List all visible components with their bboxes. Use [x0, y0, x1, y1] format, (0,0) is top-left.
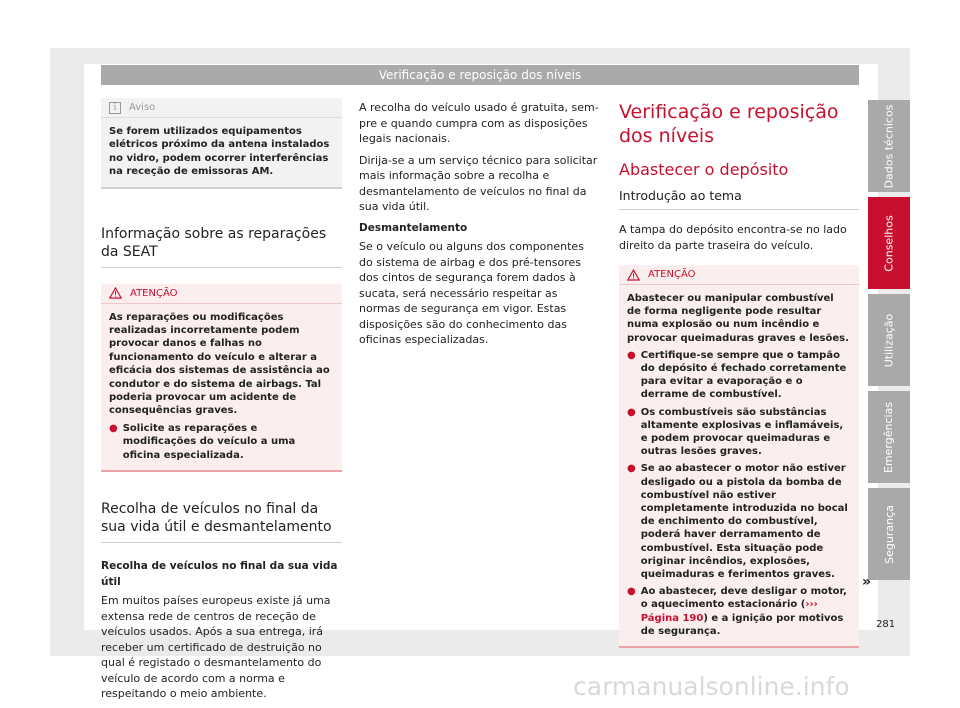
aviso-text: Se forem utilizados equipamentos elétricos próximo da antena instalados no vidro, podem ocorrer interferências na receção de emissoras AM.: [109, 126, 330, 178]
list-item: ● Certifique-se sempre que o tampão do depósito é fechado corretamente para evitar a evaporação e o derrame de combustível.: [627, 349, 847, 401]
bullet-icon: ●: [627, 406, 636, 418]
bullet-icon: ●: [627, 463, 636, 475]
subhead-dismantle: Desmantelamento: [359, 221, 468, 234]
paragraph: Dirija-se a um serviço técnico para solicitar mais informação sobre a recolha e desmantelamento de veículos no final da sua vida útil.: [359, 153, 598, 213]
bullet-icon: ●: [627, 586, 636, 598]
warning-box-repairs: [101, 284, 342, 472]
column-left: [101, 98, 342, 702]
paragraph: A recolha do veículo usado é gratuita, sempre e quando cumpra com as disposições legais nacionais.: [359, 101, 599, 145]
warning-box-fuel: [619, 265, 859, 648]
warning-title: ATENÇÃO: [648, 269, 696, 280]
list-item: ● Se ao abastecer o motor não estiver desligado ou a pistola da bomba de combustível não estiver completamente introduzida no bocal de enchimento do combustível, poderá haver derramamento de combustível. Esta situação pode originar incêndios, explosões, queimaduras e ferimentos graves.: [627, 463, 848, 581]
section-title-repairs: Informação sobre as reparações da SEAT: [101, 225, 342, 268]
chapter-title: Verificação e reposição dos níveis: [619, 101, 839, 147]
list-item: ● Os combustíveis são substâncias altamente explosivas e inflamáveis, e podem provocar queimaduras e outras lesões graves.: [627, 406, 844, 458]
warning-title: ATENÇÃO: [130, 287, 178, 299]
page-number: 281: [876, 619, 896, 630]
tab-utilizacao[interactable]: Utilização: [868, 294, 910, 386]
running-header: Verificação e reposição dos níveis: [101, 65, 859, 85]
warning-text: Abastecer ou manipular combustível de forma negligente pode resultar numa explosão ou num incêndio e provocar queimaduras graves e lesões.: [627, 293, 849, 344]
paragraph: Se o veículo ou alguns dos componentes do sistema de airbag e dos pré-tensores dos cintos de segurança forem dados à sucata, será necessário respeitar as normas de segurança em vigor. Estas disposições são do conhecimento das oficinas especializadas.: [359, 240, 584, 346]
paragraph: Em muitos países europeus existe já uma extensa rede de centros de receção de veículos usados. Após a sua entrega, irá receber um certificado de destruição no qual é registado o desmantelamento do veículo de acordo com a norma e respeitando o meio ambiente.: [101, 594, 331, 701]
list-item: ● Solicite as reparações e modificações do veículo a uma oficina especializada.: [109, 422, 296, 461]
continue-marker: »: [862, 574, 872, 590]
tab-emergencias[interactable]: Emergências: [868, 391, 910, 483]
subhead-recycle: Recolha de veículos no final da sua vida útil: [101, 560, 338, 588]
warning-text: As reparações ou modificações realizadas incorretamente podem provocar danos e falhas no funcionamento do veículo e alterar a eficácia dos sistemas de assistência ao condutor e do sistema de airbags. Tal poderia provocar um acidente de consequências graves.: [109, 311, 330, 417]
bullet-icon: ●: [627, 349, 636, 361]
list-item: ● Ao abastecer, deve desligar o motor, o aquecimento estacionário (››› Página 190) e a ignição por motivos de segurança.: [627, 586, 847, 637]
aviso-box: [101, 98, 342, 189]
tab-dados-tecnicos[interactable]: Dados técnicos: [868, 100, 910, 192]
section-title-fuel: Abastecer o depósito: [619, 160, 789, 179]
tab-seguranca[interactable]: Segurança: [868, 488, 910, 580]
paragraph: A tampa do depósito encontra-se no lado direito da parte traseira do veículo.: [619, 223, 847, 252]
info-icon: i: [109, 102, 121, 114]
page-link[interactable]: ››› Página 190: [640, 599, 818, 624]
intro-title: Introdução ao tema: [619, 188, 859, 210]
section-title-recycle: Recolha de veículos no final da sua vida útil e desmantelamento: [101, 500, 342, 543]
watermark: carmanualsonline.info: [573, 672, 850, 701]
column-middle: [359, 100, 600, 348]
bullet-icon: ●: [109, 422, 118, 434]
column-right: [619, 100, 859, 648]
tab-conselhos[interactable]: Conselhos: [868, 197, 910, 289]
warning-triangle-icon: [627, 269, 640, 281]
aviso-title: Aviso: [129, 102, 156, 113]
warning-triangle-icon: [109, 287, 122, 299]
